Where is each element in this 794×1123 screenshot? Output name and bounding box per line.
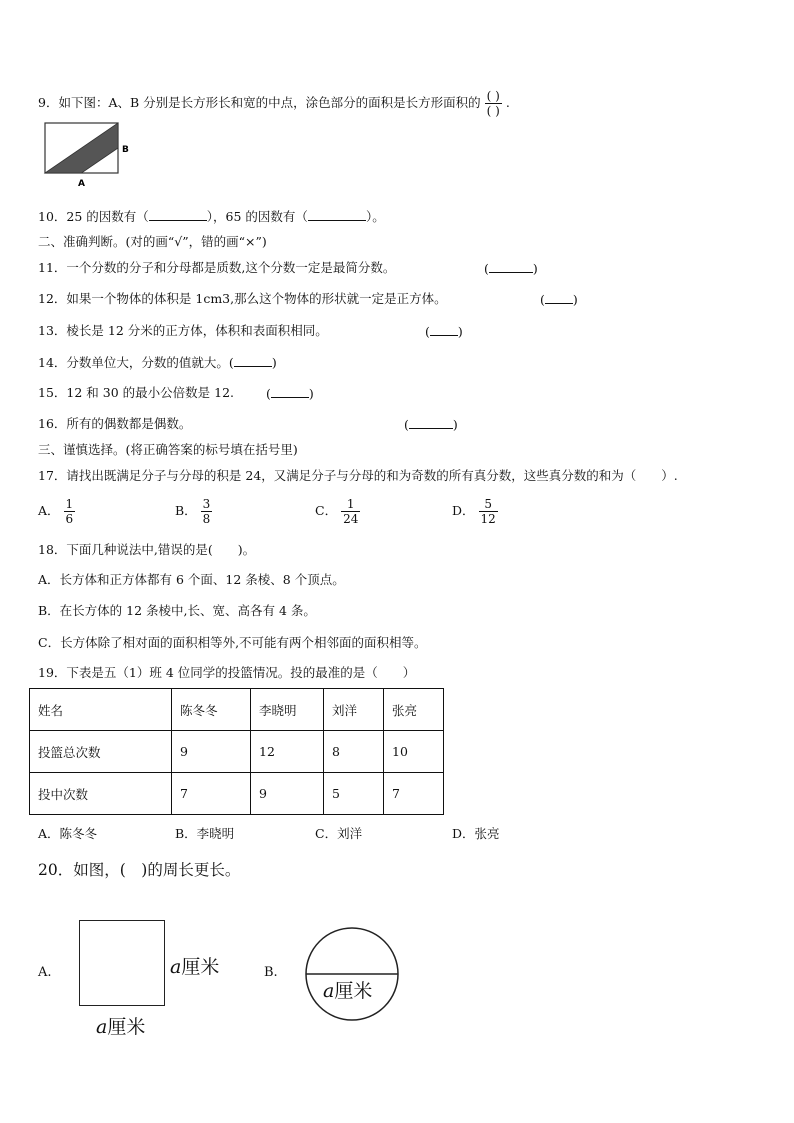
table-cell: 投篮总次数 — [30, 731, 172, 773]
table-cell: 9 — [251, 773, 324, 815]
q19-option-d[interactable]: D．张亮 — [452, 826, 500, 841]
label-a: A — [78, 179, 85, 189]
table-cell: 12 — [251, 731, 324, 773]
table-header-row — [30, 689, 444, 731]
question-11 — [38, 260, 538, 276]
question-10-part3: ）。 — [365, 209, 385, 224]
answer-fraction — [485, 89, 502, 118]
q20-option-a-label[interactable]: A. — [38, 965, 52, 980]
label-b: B — [122, 145, 129, 155]
shooting-table — [29, 688, 444, 815]
question-14 — [38, 354, 277, 371]
answer-paren[interactable]: ( ) — [266, 386, 314, 401]
answer-blank[interactable] — [308, 208, 366, 221]
question-11-text: 11．一个分数的分子和分母都是质数,这个分数一定是最简分数。 — [38, 260, 396, 275]
question-12 — [38, 291, 578, 307]
table-cell: 投中次数 — [30, 773, 172, 815]
question-12-text: 12．如果一个物体的体积是 1cm3,那么这个物体的形状就一定是正方体。 — [38, 291, 447, 306]
table-cell: 姓名 — [30, 689, 172, 731]
answer-blank[interactable] — [149, 208, 207, 221]
table-row — [30, 773, 444, 815]
q19-option-c[interactable]: C．刘洋 — [315, 826, 363, 841]
question-19: 19．下表是五（1）班 4 位同学的投篮情况。投的最准的是（ ） — [38, 665, 416, 680]
table-cell: 7 — [384, 773, 444, 815]
table-cell: 李晓明 — [251, 689, 324, 731]
question-9-end: . — [505, 95, 510, 110]
circle-diameter-label: a厘米 — [323, 980, 373, 1002]
table-row — [30, 731, 444, 773]
question-9 — [38, 89, 510, 118]
question-13-text: 13．棱长是 12 分米的正方体，体积和表面积相同。 — [38, 323, 328, 338]
question-10-part2: ），65 的因数有（ — [206, 209, 308, 224]
square-figure — [79, 920, 165, 1006]
q17-option-d[interactable]: D． $\frac{5}{12}$ — [452, 497, 496, 526]
question-18: 18．下面几种说法中,错误的是( )。 — [38, 542, 256, 557]
table-cell: 9 — [172, 731, 251, 773]
answer-paren[interactable]: ( ) — [404, 417, 458, 432]
table-cell: 刘洋 — [324, 689, 384, 731]
question-17: 17．请找出既满足分子与分母的积是 24，又满足分子与分母的和为奇数的所有真分数，这些真分数的和为（ ）. — [38, 468, 678, 483]
q19-option-b[interactable]: B．李晓明 — [175, 826, 235, 841]
table-cell: 张亮 — [384, 689, 444, 731]
fraction-numerator: ( ) — [486, 89, 500, 103]
question-16 — [38, 416, 458, 432]
q19-option-a[interactable]: A．陈冬冬 — [38, 826, 98, 841]
question-13 — [38, 323, 463, 339]
section-heading-judgement: 二、准确判断。(对的画“√”，错的画“×”) — [38, 234, 267, 249]
rectangle-figure — [40, 118, 140, 193]
answer-paren[interactable]: ( ) — [228, 355, 277, 370]
question-10 — [38, 208, 385, 225]
question-20: 20．如图，( )的周长更长。 — [38, 861, 241, 879]
answer-paren[interactable]: ( ) — [425, 324, 463, 339]
section-heading-choice: 三、谨慎选择。(将正确答案的标号填在括号里) — [38, 442, 298, 457]
question-15-text: 15．12 和 30 的最小公倍数是 12. — [38, 385, 234, 400]
question-10-part1: 10．25 的因数有（ — [38, 209, 149, 224]
question-16-text: 16．所有的偶数都是偶数。 — [38, 416, 192, 431]
q17-option-c[interactable]: C． $\frac{1}{24}$ — [315, 497, 359, 526]
fraction-denominator: ( ) — [486, 104, 500, 118]
table-cell: 10 — [384, 731, 444, 773]
q18-option-c[interactable]: C．长方体除了相对面的面积相等外,不可能有两个相邻面的面积相等。 — [38, 635, 427, 650]
q17-option-b[interactable]: B． $\frac{3}{8}$ — [175, 497, 211, 526]
answer-paren[interactable]: ( ) — [484, 261, 538, 276]
answer-paren[interactable]: ( ) — [540, 292, 578, 307]
q17-option-a[interactable]: A． $\frac{1}{6}$ — [38, 497, 74, 526]
question-9-text: 9．如下图：A、B 分别是长方形长和宽的中点，涂色部分的面积是长方形面积的 — [38, 95, 481, 110]
shaded-region — [45, 123, 118, 173]
q20-option-b-label[interactable]: B. — [264, 965, 278, 980]
table-cell: 5 — [324, 773, 384, 815]
table-cell: 7 — [172, 773, 251, 815]
square-side-label-bottom: a厘米 — [96, 1016, 146, 1038]
question-14-text: 14．分数单位大，分数的值就大。 — [38, 355, 229, 370]
circle-figure — [302, 924, 402, 1024]
table-cell: 陈冬冬 — [172, 689, 251, 731]
q18-option-a[interactable]: A．长方体和正方体都有 6 个面、12 条棱、8 个顶点。 — [38, 572, 345, 587]
q18-option-b[interactable]: B．在长方体的 12 条棱中,长、宽、高各有 4 条。 — [38, 603, 316, 618]
table-cell: 8 — [324, 731, 384, 773]
question-15 — [38, 385, 314, 401]
square-side-label-right: a厘米 — [170, 956, 220, 978]
